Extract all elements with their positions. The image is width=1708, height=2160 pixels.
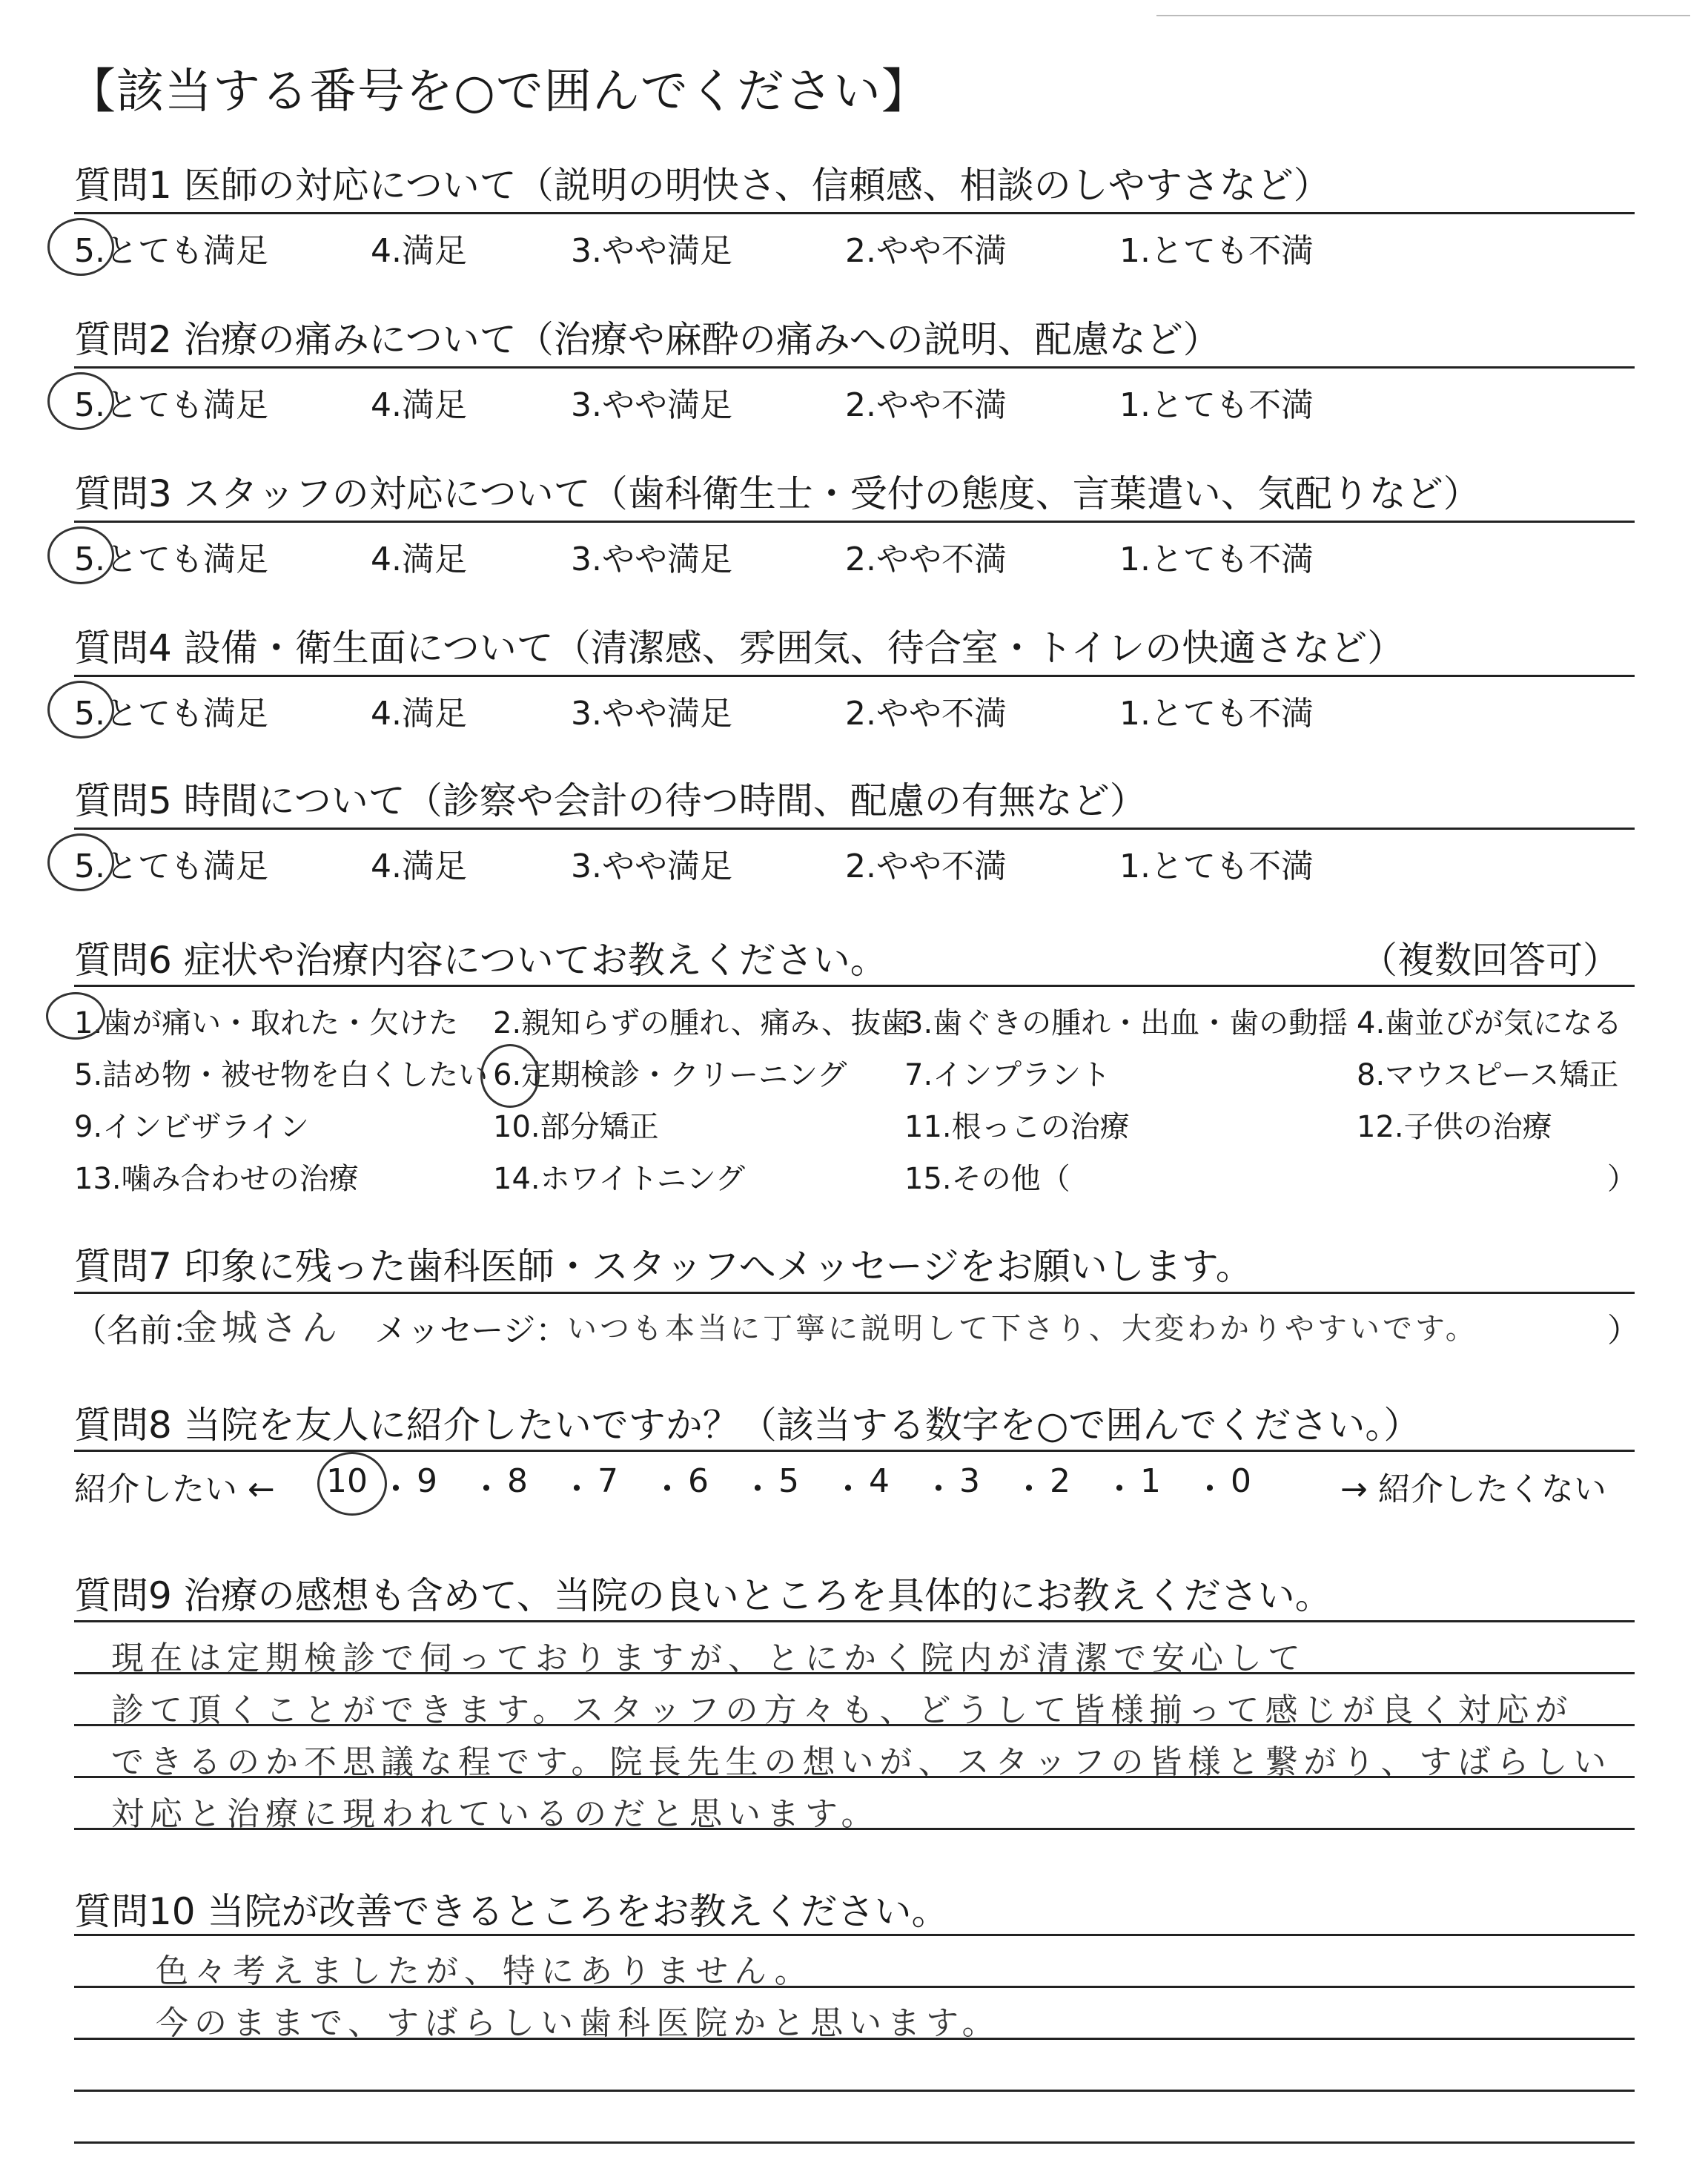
q8-scale-10: 10 xyxy=(326,1462,368,1500)
q9-answer-line: できるのか不思議な程です。院長先生の想いが、スタッフの皆様と繋がり、すばらしい xyxy=(111,1743,1612,1781)
q5-option-4: 4.満足 xyxy=(371,848,467,885)
q8-scale-0: 0 xyxy=(1231,1462,1251,1500)
q8-scale-9: 9 xyxy=(417,1462,437,1500)
q6-option-5: 5.詰め物・被せ物を白くしたい xyxy=(74,1058,489,1092)
q8-scale-dot: ・ xyxy=(651,1470,683,1508)
q7-message-prefix: メッセージ： xyxy=(374,1312,569,1350)
q4-option-4: 4.満足 xyxy=(371,695,467,733)
q5-selection-circle xyxy=(47,833,114,891)
q8-scale-dot: ・ xyxy=(741,1470,774,1508)
q6-option-7: 7.インプラント xyxy=(904,1058,1111,1092)
q6-option-2: 2.親知らずの腫れ、痛み、抜歯 xyxy=(493,1006,910,1040)
q2-option-1: 1.とても不満 xyxy=(1119,386,1314,424)
q2-selection-circle xyxy=(47,372,114,430)
q5-option-3: 3.やや満足 xyxy=(571,848,732,885)
q8-label: 質問8 当院を友人に紹介したいですか？（該当する数字を○で囲んでください。） xyxy=(74,1404,1421,1447)
q6-rule xyxy=(74,985,1635,987)
q8-scale-dot: ・ xyxy=(1013,1470,1045,1508)
q3-rule xyxy=(74,521,1635,523)
q4-option-2: 2.やや不満 xyxy=(845,695,1007,733)
q3-option-3: 3.やや満足 xyxy=(571,541,732,578)
scan-edge-line xyxy=(1156,15,1690,16)
q9-answer-line: 対応と治療に現われているのだと思います。 xyxy=(111,1795,880,1833)
q8-scale-4: 4 xyxy=(869,1462,890,1500)
q6-option-4: 4.歯並びが気になる xyxy=(1357,1006,1623,1040)
q1-option-3: 3.やや満足 xyxy=(571,232,732,270)
q9-label: 質問9 治療の感想も含めて、当院の良いところを具体的にお教えください。 xyxy=(74,1574,1332,1617)
q8-scale-dot: ・ xyxy=(560,1470,593,1508)
q5-option-2: 2.やや不満 xyxy=(845,848,1007,885)
q7-label: 質問7 印象に残った歯科医師・スタッフへメッセージをお願いします。 xyxy=(74,1245,1253,1288)
q3-option-1: 1.とても不満 xyxy=(1119,541,1314,578)
q6-note: （複数回答可） xyxy=(1360,939,1620,982)
q1-option-2: 2.やや不満 xyxy=(845,232,1007,270)
page-title: 【該当する番号を○で囲んでください】 xyxy=(68,65,930,119)
q2-option-3: 3.やや満足 xyxy=(571,386,732,424)
q2-rule xyxy=(74,366,1635,369)
q6-option-6: 6.定期検診・クリーニング xyxy=(493,1058,847,1092)
q3-option-2: 2.やや不満 xyxy=(845,541,1007,578)
q8-scale-dot: ・ xyxy=(832,1470,864,1508)
q8-selection-circle xyxy=(317,1452,387,1516)
q7-close-paren: ） xyxy=(1607,1312,1640,1350)
q4-rule xyxy=(74,675,1635,677)
q1-label: 質問1 医師の対応について（説明の明快さ、信頼感、相談のしやすさなど） xyxy=(74,164,1331,207)
q1-rule xyxy=(74,212,1635,214)
q1-option-1: 1.とても不満 xyxy=(1119,232,1314,270)
q8-right-label: → 紹介したくない xyxy=(1340,1470,1606,1508)
q6-selection-circle-1 xyxy=(46,992,105,1040)
q6-selection-circle-6 xyxy=(480,1044,540,1108)
q6-option-14: 14.ホワイトニング xyxy=(493,1162,746,1196)
q8-rule xyxy=(74,1450,1635,1452)
q2-label: 質問2 治療の痛みについて（治療や麻酔の痛みへの説明、配慮など） xyxy=(74,318,1220,361)
q3-label: 質問3 スタッフの対応について（歯科衛生士・受付の態度、言葉遣い、気配りなど） xyxy=(74,472,1480,515)
q8-scale-5: 5 xyxy=(778,1462,799,1500)
q8-scale-dot: ・ xyxy=(470,1470,503,1508)
q1-selection-circle xyxy=(47,218,114,276)
q6-option-16: ） xyxy=(1607,1162,1637,1196)
q6-option-11: 11.根っこの治療 xyxy=(904,1110,1130,1144)
q9-answer-rule xyxy=(74,1620,1635,1622)
q3-option-5: 5.とても満足 xyxy=(74,541,268,578)
q6-option-12: 12.子供の治療 xyxy=(1357,1110,1552,1144)
q6-option-8: 8.マウスピース矯正 xyxy=(1357,1058,1619,1092)
q4-option-5: 5.とても満足 xyxy=(74,695,268,733)
q7-rule xyxy=(74,1292,1635,1294)
q6-option-15: 15.その他（ xyxy=(904,1162,1070,1196)
q4-option-1: 1.とても不満 xyxy=(1119,695,1314,733)
q8-scale-1: 1 xyxy=(1140,1462,1161,1500)
q10-answer-rule xyxy=(74,1934,1635,1936)
q4-selection-circle xyxy=(47,681,114,739)
q1-option-4: 4.満足 xyxy=(371,232,467,270)
q10-label: 質問10 当院が改善できるところをお教えください。 xyxy=(74,1890,949,1933)
q8-scale-dot: ・ xyxy=(922,1470,955,1508)
q7-name-value: 金城さん xyxy=(182,1307,342,1349)
q10-answer-line: 色々考えましたが、特にありません。 xyxy=(156,1952,813,1990)
q5-option-1: 1.とても不満 xyxy=(1119,848,1314,885)
q1-option-5: 5.とても満足 xyxy=(74,232,268,270)
q8-scale-7: 7 xyxy=(598,1462,618,1500)
q8-scale-8: 8 xyxy=(507,1462,528,1500)
q7-name-prefix: （名前： xyxy=(74,1312,205,1350)
q8-left-label: 紹介したい ← xyxy=(74,1470,275,1508)
q10-answer-rule xyxy=(74,2090,1635,2092)
q6-option-3: 3.歯ぐきの腫れ・出血・歯の動揺 xyxy=(904,1006,1348,1040)
q2-option-5: 5.とても満足 xyxy=(74,386,268,424)
q7-message-value: いつも本当に丁寧に説明して下さり、大変わかりやすいです。 xyxy=(567,1312,1478,1346)
q3-option-4: 4.満足 xyxy=(371,541,467,578)
q9-answer-line: 診て頂くことができます。スタッフの方々も、どうして皆様揃って感じが良く対応が xyxy=(111,1691,1574,1729)
q10-answer-rule xyxy=(74,2141,1635,2144)
q6-option-1: 1.歯が痛い・取れた・欠けた xyxy=(74,1006,459,1040)
q8-scale-dot: ・ xyxy=(1103,1470,1136,1508)
q8-scale-3: 3 xyxy=(959,1462,980,1500)
q8-scale-dot: ・ xyxy=(1194,1470,1226,1508)
q8-scale-2: 2 xyxy=(1050,1462,1070,1500)
q5-rule xyxy=(74,828,1635,830)
q8-scale-dot: ・ xyxy=(380,1470,412,1508)
q5-option-5: 5.とても満足 xyxy=(74,848,268,885)
q8-scale-6: 6 xyxy=(688,1462,709,1500)
q4-label: 質問4 設備・衛生面について（清潔感、雰囲気、待合室・トイレの快適さなど） xyxy=(74,627,1405,670)
q10-answer-line: 今のままで、すばらしい歯科医院かと思います。 xyxy=(156,2004,1001,2042)
q6-option-10: 10.部分矯正 xyxy=(493,1110,659,1144)
q6-option-9: 9.インビザライン xyxy=(74,1110,309,1144)
q6-option-13: 13.噛み合わせの治療 xyxy=(74,1162,359,1196)
q4-option-3: 3.やや満足 xyxy=(571,695,732,733)
q5-label: 質問5 時間について（診察や会計の待つ時間、配慮の有無など） xyxy=(74,779,1147,822)
q6-label: 質問6 症状や治療内容についてお教えください。 xyxy=(74,939,887,982)
q9-answer-line: 現在は定期検診で伺っておりますが、とにかく院内が清潔で安心して xyxy=(111,1639,1306,1677)
q2-option-2: 2.やや不満 xyxy=(845,386,1007,424)
q3-selection-circle xyxy=(47,526,114,584)
q2-option-4: 4.満足 xyxy=(371,386,467,424)
